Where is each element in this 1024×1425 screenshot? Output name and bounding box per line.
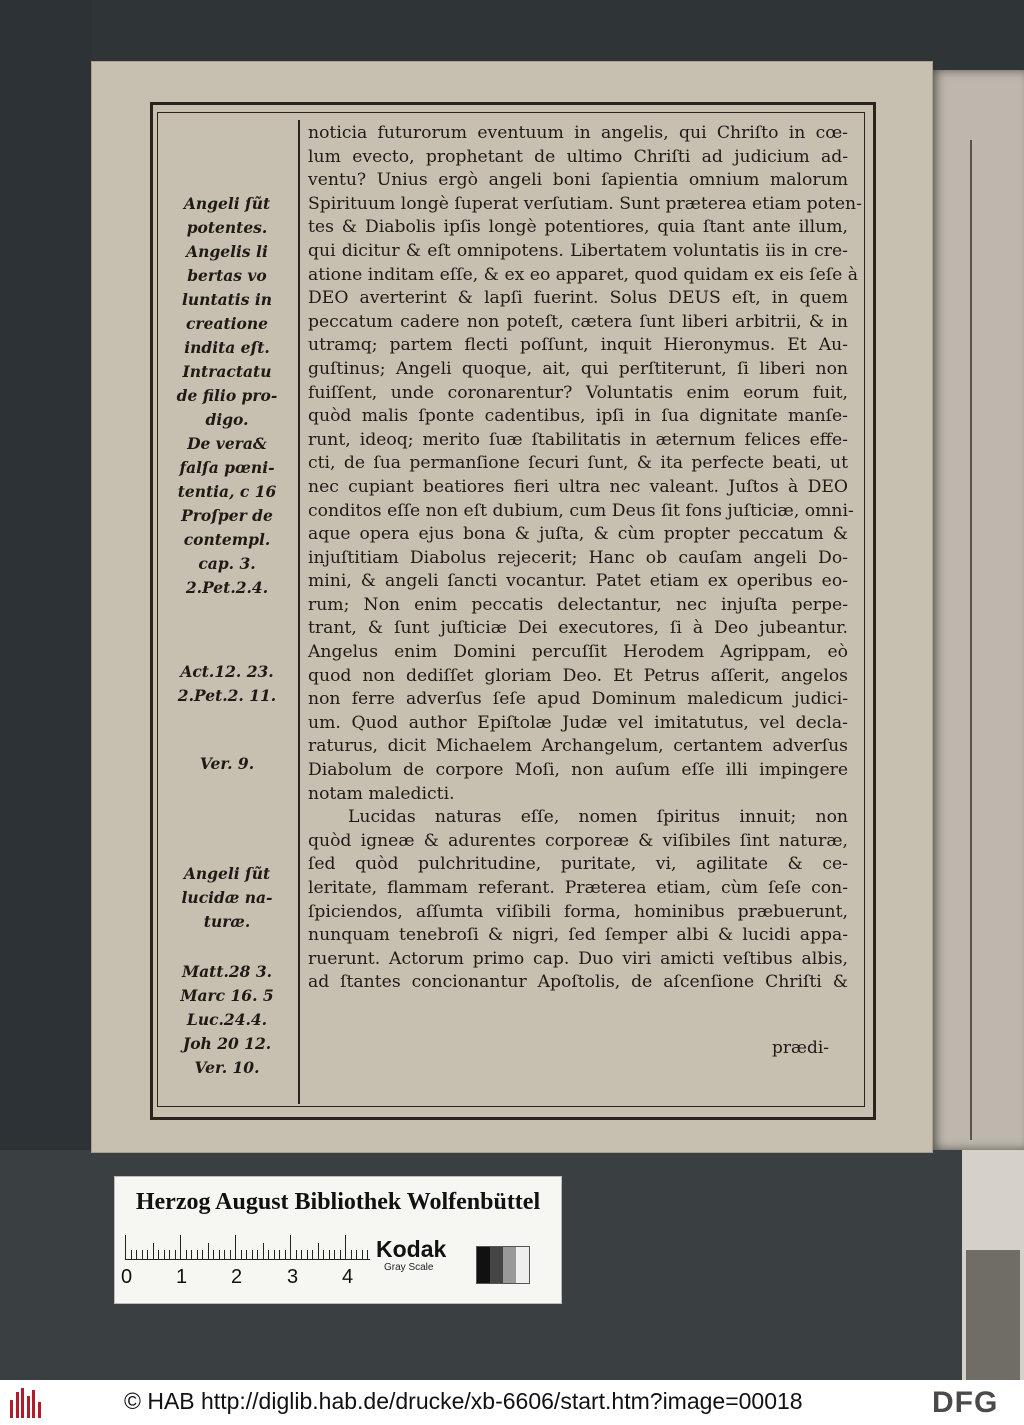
ruler-tick [180, 1235, 181, 1259]
text-line: quòd malis ſponte cadentibus, ipſi in ſua dignitate manſe- [308, 406, 848, 427]
ruler-number: 3 [287, 1266, 299, 1288]
ruler-number: 0 [121, 1266, 133, 1288]
margin-note-line: creatione [185, 314, 269, 333]
ruler-tick [197, 1250, 198, 1259]
book-page [92, 62, 932, 1152]
margin-note-line: falſa pœni- [179, 458, 275, 477]
margin-note-line: Angelis li [186, 242, 268, 261]
margin-note-line: 2.Pet.2. 11. [177, 686, 277, 705]
margin-note-line: contempl. [183, 530, 271, 549]
margin-divider [298, 120, 300, 1104]
ruler-tick [345, 1235, 346, 1259]
facing-page-rule [970, 140, 972, 1140]
ruler-tick [268, 1250, 269, 1259]
ruler-number: 2 [231, 1266, 243, 1288]
logo-bar [38, 1402, 41, 1418]
text-line: noticia futurorum eventuum in angelis, qui Chriſto in cœ- [308, 123, 848, 143]
text-line: cti, de ſua permanſione ſecuri ſunt, & ita perfecte beati, ut [308, 453, 848, 474]
ruler-tick [235, 1235, 236, 1259]
margin-note-line: Marc 16. 5 [180, 986, 274, 1005]
ruler-tick [252, 1250, 253, 1259]
ruler-tick [334, 1250, 335, 1259]
ruler-tick [175, 1250, 176, 1259]
facing-page [930, 70, 1024, 1150]
margin-note-line: Angeli ſũt [183, 864, 271, 883]
ruler-tick [274, 1250, 275, 1259]
catchword: prædi- [772, 1038, 830, 1058]
ruler-tick [257, 1250, 258, 1259]
ruler-tick [224, 1250, 225, 1259]
text-line: ruerunt. Actorum primo cap. Duo viri amicti veſtibus albis, [308, 948, 848, 969]
ruler-tick [202, 1250, 203, 1259]
text-line: ventu? Unius ergò angeli boni ſapientia omnium malorum [308, 170, 848, 191]
text-line: conditos eſſe non eſt dubium, cum Deus ſit fons juſticiæ, omni- [308, 500, 854, 521]
margin-note-line: Intractatu [182, 362, 272, 381]
ruler-tick [136, 1250, 137, 1259]
dfg-logo: DFG [932, 1386, 999, 1419]
text-line: guſtinus; Angeli quoque, ait, qui perſtiterunt, ſi liberi non [308, 358, 848, 379]
logo-bar [32, 1390, 35, 1418]
text-line: rum; Non enim peccatis delectantur, nec injuſta perpe- [308, 594, 848, 615]
margin-note-line: digo. [205, 410, 249, 429]
gray-scale-swatches [476, 1246, 530, 1284]
margin-note [162, 752, 292, 776]
margin-note-line: Ver. 10. [194, 1058, 260, 1077]
text-line: ſed quòd pulchritudine, puritate, vi, agilitate & ce- [308, 854, 848, 875]
margin-note-line: Proſper de [181, 506, 273, 525]
text-line: quod non dediſſet gloriam Deo. Et Petrus aſſerit, angelos [308, 665, 848, 686]
margin-note-line: Angeli ſũt [183, 194, 271, 213]
ruler-tick [153, 1243, 154, 1259]
margin-note [162, 660, 292, 708]
text-line: raturus, dicit Michaelem Archangelum, certantem adverſus [308, 736, 848, 757]
margin-note-line: de filio pro- [176, 386, 278, 405]
margin-note [162, 960, 292, 1080]
background-left [0, 0, 92, 1170]
text-line: trant, & ſunt juſticiæ Dei executores, ſi à Deo jubeantur. [308, 618, 848, 639]
ruler-tick [307, 1250, 308, 1259]
hab-logo-icon [10, 1388, 44, 1418]
logo-bar [21, 1388, 24, 1418]
text-line: Lucidas naturas eſſe, nomen ſpiritus innuit; non [348, 807, 848, 828]
ruler-tick [142, 1250, 143, 1259]
text-line: quòd igneæ & adurentes corporeæ & viſibiles ſint naturæ, [308, 830, 848, 851]
ruler-tick [351, 1250, 352, 1259]
body-text [308, 122, 862, 995]
margin-note [162, 192, 292, 600]
footer-bar [0, 1380, 1024, 1425]
ruler-tick [246, 1250, 247, 1259]
text-line: peccatum cadere non poteſt, cætera ſunt liberi arbitrii, & in [308, 311, 848, 332]
ruler-number: 4 [342, 1266, 354, 1288]
margin-note-line: 2.Pet.2.4. [185, 578, 269, 597]
margin-note-line: tentia, c 16 [177, 482, 277, 501]
ruler-tick [329, 1250, 330, 1259]
text-line: tes & Diabolis ipſis longè potentiores, quia ſtant ante illum, [308, 217, 848, 238]
ruler-tick [131, 1250, 132, 1259]
ruler-tick [318, 1243, 319, 1259]
text-line: Diabolum de corpore Moſi, non auſum eſſe illi impingere [308, 760, 848, 781]
library-name: Herzog August Bibliothek Wolfenbüttel [135, 1189, 541, 1215]
margin-note-line: turæ. [203, 912, 251, 931]
footer-copyright: © HAB http://diglib.hab.de/drucke/xb-6606/start.htm?image=00018 [124, 1388, 803, 1414]
ruler-tick [340, 1250, 341, 1259]
margin-note-line: cap. 3. [198, 554, 256, 573]
text-line: non ferre adverſus ſeſe apud Dominum maledicum judici- [308, 689, 848, 710]
text-line: aque opera ejus bona & juſta, & cùm propter peccatum & [308, 524, 848, 545]
margin-note-line: De vera& [187, 434, 267, 453]
ruler-number: 1 [176, 1266, 188, 1288]
margin-note-line: bertas vo [187, 266, 267, 285]
ruler-tick [323, 1250, 324, 1259]
margin-note-line: Ver. 9. [199, 754, 255, 773]
text-line: um. Quod author Epiſtolæ Judæ vel imitatutus, vel decla- [308, 712, 848, 733]
ruler-tick [263, 1243, 264, 1259]
scale-ruler [125, 1229, 370, 1260]
facing-page-lower-label [966, 1250, 1020, 1380]
ruler-tick [208, 1243, 209, 1259]
text-line: qui dicitur & eſt omnipotens. Libertatem voluntatis iis in cre- [308, 240, 848, 261]
ruler-tick [285, 1250, 286, 1259]
margin-note-line: potentes. [186, 218, 268, 237]
logo-bar [16, 1392, 19, 1418]
ruler-tick [230, 1250, 231, 1259]
logo-bar [27, 1396, 30, 1418]
ruler-tick [147, 1250, 148, 1259]
ruler-tick [186, 1250, 187, 1259]
margin-note-line: Luc.24.4. [186, 1010, 268, 1029]
ruler-tick [219, 1250, 220, 1259]
margin-note [162, 862, 292, 934]
ruler-tick [158, 1250, 159, 1259]
ruler-tick [169, 1250, 170, 1259]
ruler-tick [301, 1250, 302, 1259]
text-line: notam maledicti. [308, 783, 455, 804]
text-line: ſpiciendos, aſſumta viſibili forma, hominibus præbuerunt, [308, 901, 848, 922]
ruler-tick [191, 1250, 192, 1259]
text-line: atione inditam eſſe, & ex eo apparet, quod quidam ex eis ſeſe à [308, 264, 858, 285]
text-line: utramq; partem flecti poſſunt, inquit Hieronymus. Et Au- [308, 335, 848, 356]
ruler-tick [164, 1250, 165, 1259]
ruler-tick [279, 1250, 280, 1259]
text-line: nunquam tenebroſi & nigri, ſed ſemper albi & lucidi appa- [308, 925, 848, 946]
text-line: injuſtitiam Diabolus rejecerit; Hanc ob cauſam angeli Do- [308, 547, 848, 568]
ruler-tick [296, 1250, 297, 1259]
text-line: nec cupiant beatiores fieri ultra nec valeant. Juſtos à DEO [308, 476, 848, 497]
facing-page-lower-strip [962, 1150, 1024, 1380]
text-line: runt, ideoq; merito ſuæ ſtabilitatis in æternum felices effe- [308, 429, 848, 450]
margin-note-line: Matt.28 3. [181, 962, 273, 981]
margin-note-line: Joh 20 12. [182, 1034, 272, 1053]
text-line: leritate, flammam referant. Præterea etiam, cùm ſeſe con- [308, 878, 848, 898]
margin-note-line: lucidæ na- [181, 888, 273, 907]
ruler-tick [312, 1250, 313, 1259]
logo-bar [10, 1400, 13, 1418]
gray-scale-label: Gray Scale [384, 1262, 434, 1273]
ruler-tick [290, 1235, 291, 1259]
margin-note-line: luntatis in [182, 290, 272, 309]
ruler-tick [213, 1250, 214, 1259]
text-line: mini, & angeli ſancti vocantur. Patet etiam ex operibus eo- [308, 571, 848, 592]
text-line: DEO averterint & lapſi fuerint. Solus DEUS eſt, in quem [308, 288, 848, 309]
ruler-tick [125, 1235, 126, 1259]
margin-note-line: Act.12. 23. [180, 662, 274, 681]
text-line: lum evecto, prophetant de ultimo Chriſti ad judicium ad- [308, 146, 848, 167]
kodak-brand: Kodak [376, 1236, 447, 1262]
ruler-tick [241, 1250, 242, 1259]
text-line: fuiſſent, unde coronarentur? Voluntatis enim eorum fuit, [308, 382, 848, 403]
ruler-tick [367, 1250, 368, 1259]
ruler-tick [356, 1250, 357, 1259]
ruler-tick [362, 1250, 363, 1259]
text-line: Angelus enim Domini percuſſit Herodem Agrippam, eò [308, 642, 848, 663]
text-line: ad ſtantes concionantur Apoſtolis, de aſcenſione Chriſti & [308, 972, 848, 993]
margin-note-line: indita eſt. [184, 338, 270, 357]
text-line: Spirituum longè ſuperat verſutiam. Sunt præterea etiam poten- [308, 193, 862, 214]
